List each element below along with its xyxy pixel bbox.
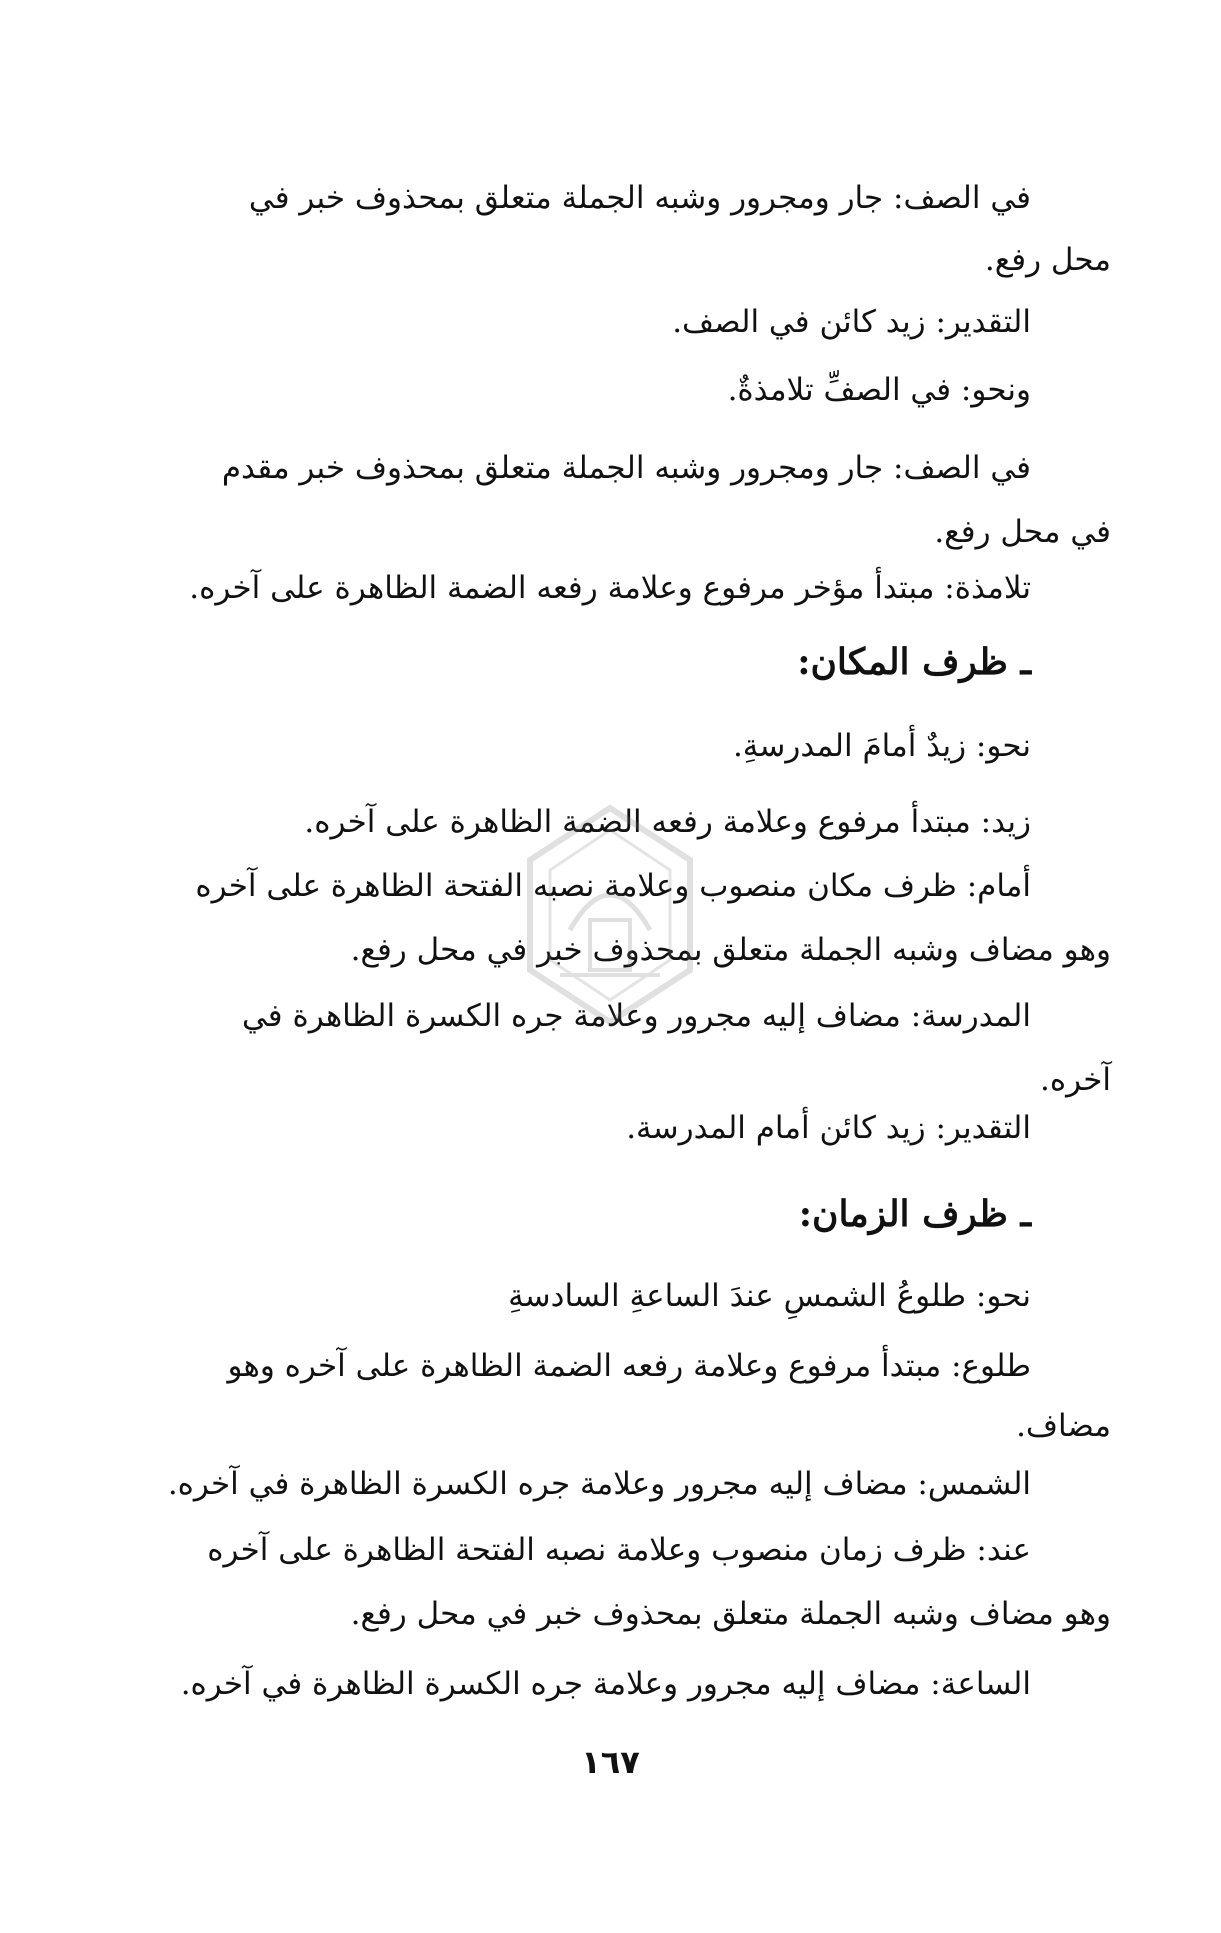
text-line: وهو مضاف وشبه الجملة متعلق بمحذوف خبر في محل رفع. — [350, 1596, 1111, 1632]
text-line: وهو مضاف وشبه الجملة متعلق بمحذوف خبر في محل رفع. — [350, 932, 1111, 968]
text-line: نحو: طلوعُ الشمسِ عندَ الساعةِ السادسةِ — [508, 1278, 1031, 1314]
text-line: في محل رفع. — [934, 514, 1111, 550]
section-heading-time: ـ ظرف الزمان: — [798, 1193, 1031, 1235]
text-line: الساعة: مضاف إليه مجرور وعلامة جره الكسرة الظاهرة في آخره. — [180, 1666, 1031, 1702]
text-line: نحو: زيدٌ أمامَ المدرسةِ. — [732, 728, 1031, 764]
text-line: ونحو: في الصفِّ تلامذةٌ. — [727, 372, 1031, 408]
text-line: المدرسة: مضاف إليه مجرور وعلامة جره الكسرة الظاهرة في — [241, 998, 1031, 1034]
section-heading-place: ـ ظرف المكان: — [797, 641, 1031, 683]
text-line: عند: ظرف زمان منصوب وعلامة نصبه الفتحة الظاهرة على آخره — [207, 1532, 1031, 1568]
text-line: طلوع: مبتدأ مرفوع وعلامة رفعه الضمة الظاهرة على آخره وهو — [227, 1348, 1031, 1384]
text-line: محل رفع. — [984, 242, 1111, 278]
text-line: زيد: مبتدأ مرفوع وعلامة رفعه الضمة الظاهرة على آخره. — [304, 804, 1031, 840]
text-line: التقدير: زيد كائن في الصف. — [672, 304, 1031, 340]
library-seal-icon — [520, 800, 700, 1030]
text-line: التقدير: زيد كائن أمام المدرسة. — [626, 1110, 1031, 1146]
text-line: أمام: ظرف مكان منصوب وعلامة نصبه الفتحة الظاهرة على آخره — [195, 868, 1031, 904]
text-line: تلامذة: مبتدأ مؤخر مرفوع وعلامة رفعه الضمة الظاهرة على آخره. — [189, 570, 1031, 606]
page-number: ١٦٧ — [581, 1743, 640, 1781]
text-line: في الصف: جار ومجرور وشبه الجملة متعلق بمحذوف خبر في — [248, 180, 1031, 216]
text-line: الشمس: مضاف إليه مجرور وعلامة جره الكسرة الظاهرة في آخره. — [167, 1466, 1031, 1502]
text-line: آخره. — [1040, 1062, 1111, 1098]
text-line: مضاف. — [1016, 1408, 1111, 1444]
text-line: في الصف: جار ومجرور وشبه الجملة متعلق بمحذوف خبر مقدم — [221, 450, 1031, 486]
